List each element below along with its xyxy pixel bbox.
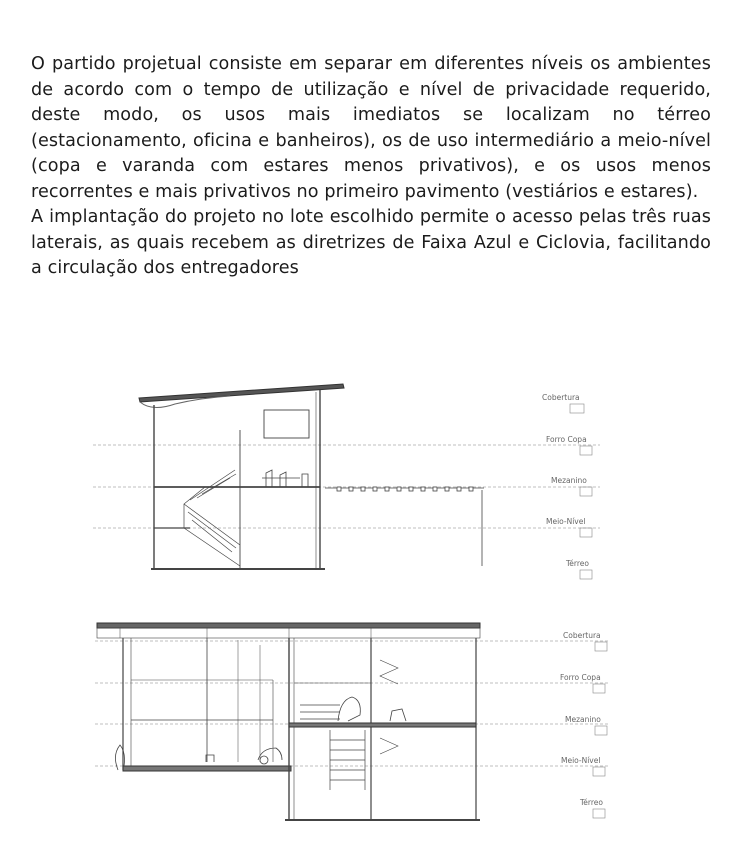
- section-2-level-2: Forro Copa: [560, 673, 601, 682]
- section-2-level-1: Cobertura: [563, 631, 601, 640]
- section-1-level-3: Mezanino: [551, 476, 587, 485]
- section-1-level-1: Cobertura: [542, 393, 580, 402]
- section-1-level-4: Meio-Nível: [546, 517, 586, 526]
- paragraph-site: A implantação do projeto no lote escolhido permite o acesso pelas três ruas laterais, as quais recebem as diretrizes de Faixa Azul e Ciclovia, facilitando a circulação dos entregadores: [31, 207, 711, 278]
- section-1-level-5: Térreo: [566, 559, 589, 568]
- section-2-level-4: Meio-Nível: [561, 756, 601, 765]
- section-2-drawing: [95, 623, 610, 820]
- section-2-level-5: Térreo: [580, 798, 603, 807]
- section-1-drawing: [93, 384, 600, 579]
- section-1-level-2: Forro Copa: [546, 435, 587, 444]
- section-2-level-3: Mezanino: [565, 715, 601, 724]
- paragraph-concept: O partido projetual consiste em separar em diferentes níveis os ambientes de acordo com o tempo de utilização e nível de privacidade requerido, deste modo, os usos mais imediatos se localizam no térreo (estacionamento, oficina e banheiros), os de uso intermediário a meio-nível (copa e varanda com estares menos privativos), e os usos menos recorrentes e mais privativos no primeiro pavimento (vestiários e estares).: [31, 54, 711, 202]
